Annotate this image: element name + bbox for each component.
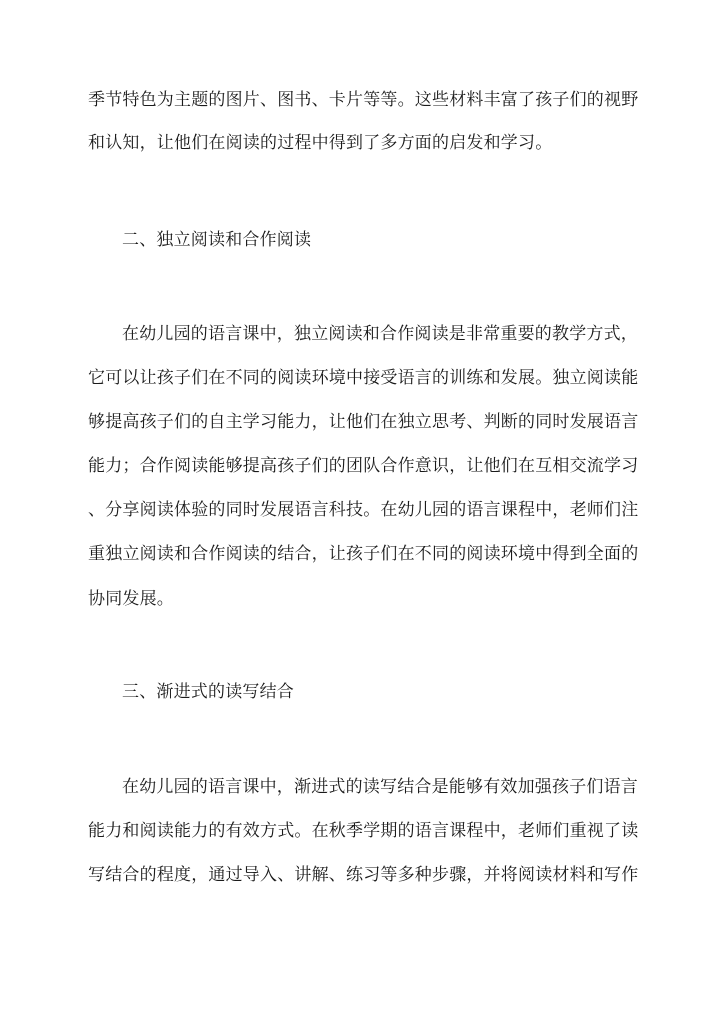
paragraph-line: 够提高孩子们的自主学习能力，让他们在独立思考、判断的同时发展语言 (88, 412, 639, 432)
paragraph-line: 重独立阅读和合作阅读的结合，让孩子们在不同的阅读环境中得到全面的 (88, 544, 639, 564)
paragraph-line: 在幼儿园的语言课中，渐进式的读写结合是能够有效加强孩子们语言 (122, 777, 638, 797)
paragraph-line: 和认知，让他们在阅读的过程中得到了多方面的启发和学习。 (88, 133, 553, 153)
section-heading: 二、独立阅读和合作阅读 (122, 230, 312, 250)
paragraph-line: 季节特色为主题的图片、图书、卡片等等。这些材料丰富了孩子们的视野 (88, 90, 639, 110)
paragraph-line: 、分享阅读体验的同时发展语言科技。在幼儿园的语言课程中，老师们注 (88, 500, 639, 520)
section-heading: 三、渐进式的读写结合 (122, 682, 294, 702)
paragraph-line: 能力；合作阅读能够提高孩子们的团队合作意识，让他们在互相交流学习 (88, 456, 639, 476)
paragraph-line: 协同发展。 (88, 589, 174, 609)
paragraph-line: 在幼儿园的语言课中，独立阅读和合作阅读是非常重要的教学方式， (122, 324, 638, 344)
paragraph-line: 能力和阅读能力的有效方式。在秋季学期的语言课程中，老师们重视了读 (88, 821, 639, 841)
paragraph-line: 写结合的程度，通过导入、讲解、练习等多种步骤，并将阅读材料和写作 (88, 865, 639, 885)
paragraph-line: 它可以让孩子们在不同的阅读环境中接受语言的训练和发展。独立阅读能 (88, 368, 639, 388)
